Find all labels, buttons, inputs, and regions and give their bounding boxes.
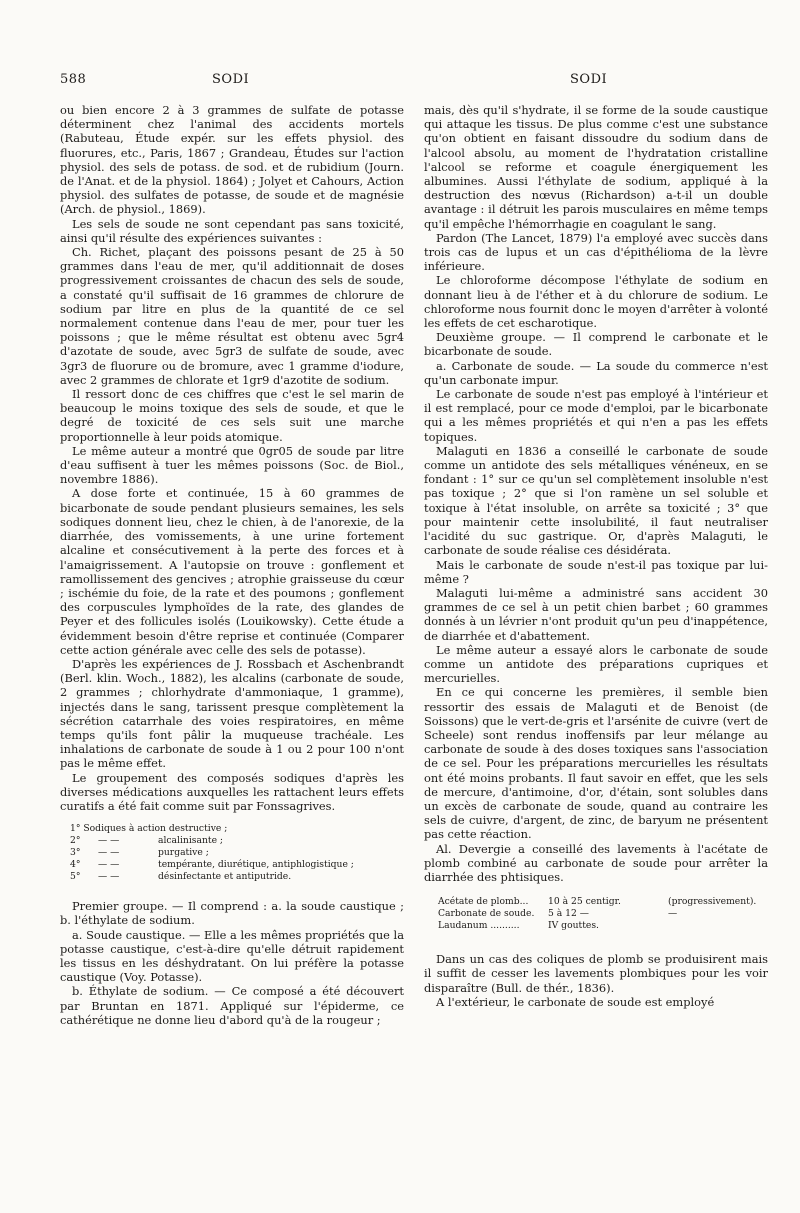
table-row <box>438 920 768 932</box>
list-item-ditto: — — <box>98 859 120 871</box>
running-head-left: SODI <box>212 72 250 87</box>
running-head-right: SODI <box>570 72 608 87</box>
table-cell: 5 à 12 — <box>548 908 589 920</box>
paragraph: b. Éthylate de sodium. — Ce composé a été découvert par Bruntan en 1871. Appliqué sur l'épiderme, ce cathérétique ne donne lieu d'abord qu'à de la rougeur ; <box>60 984 404 1027</box>
paragraph: D'après les expériences de J. Rossbach et Aschenbrandt (Berl. klin. Woch., 1882), les alcalins (carbonate de soude, 2 grammes ; chlorhydrate d'ammoniaque, 1 gramme), injectés dans le sang, tarissent presque complètement la sécrétion catarrhale des voies respiratoires, en même temps qu'ils font pâlir la muqueuse trachéale. Les inhalations de carbonate de soude à 1 ou 2 pour 100 n'ont pas le même effet. <box>60 656 404 771</box>
paragraph: Le même auteur a essayé alors le carbonate de soude comme un antidote des préparations cupriques et mercurielles. <box>424 642 768 686</box>
paragraph: Ch. Richet, plaçant des poissons pesant de 25 à 50 grammes dans l'eau de mer, qu'il additionnait de doses progressivement croissantes de chacun des sels de soude, a constaté qu'il suffisait de 16 grammes de chlorure de sodium par litre en plus de la quantité de ce sel normalement contenue dans l'eau de mer, pour tuer les poissons ; que le même résultat est obtenu avec 5gr4 d'azotate de soude, avec 5gr3 de sulfate de soude, avec 3gr3 de fluorure ou de bromure, avec 1 gramme d'iodure, avec 2 grammes de chlorate et 1gr9 d'azotite de sodium. <box>60 245 404 387</box>
paragraph: Malaguti lui-même a administré sans accident 30 grammes de ce sel à un petit chien barbet ; 60 grammes donnés à un lévrier n'ont produit qu'un peu d'inappétence, de diarrhée et d'abattement. <box>424 585 768 643</box>
paragraph: a. Carbonate de soude. — La soude du commerce n'est qu'un carbonate impur. <box>424 358 768 387</box>
table-cell: (progressivement). <box>668 896 757 908</box>
list-item <box>70 847 404 859</box>
paragraph: Les sels de soude ne sont cependant pas sans toxicité, ainsi qu'il résulte des expériences suivantes : <box>60 216 404 245</box>
paragraph: Mais le carbonate de soude n'est-il pas toxique par lui-même ? <box>424 557 768 586</box>
list-item-ditto: — — <box>98 835 120 847</box>
table-cell: 10 à 25 centigr. <box>548 896 621 908</box>
list-item-ditto: — — <box>98 847 120 859</box>
list-item-number: 3° <box>70 847 81 859</box>
list-item-number: 1° Sodiques à action destructive ; <box>70 823 228 835</box>
list-item-text: alcalinisante ; <box>158 835 224 847</box>
paragraph: Pardon (The Lancet, 1879) l'a employé avec succès dans trois cas de lupus et un cas d'épithélioma de la lèvre inférieure. <box>424 230 768 274</box>
paragraph: Premier groupe. — Il comprend : a. la soude caustique ; b. l'éthylate de sodium. <box>60 899 404 928</box>
paragraph: Il ressort donc de ces chiffres que c'est le sel marin de beaucoup le moins toxique des sels de soude, et que le degré de toxicité de ces sels suit une marche proportionnelle à leur poids atomique. <box>60 387 404 444</box>
list-item-ditto: — — <box>98 871 120 883</box>
paragraph: Le groupement des composés sodiques d'après les diverses médications auxquelles les rattachent leurs effets curatifs a été fait comme suit par Fonssagrives. <box>60 770 404 813</box>
list-item <box>70 871 404 883</box>
table-cell: IV gouttes. <box>548 920 599 932</box>
paragraph: Le chloroforme décompose l'éthylate de sodium en donnant lieu à de l'éther et à du chlorure de sodium. Le chloroforme nous fournit donc le moyen d'arrêter à volonté les effets de cet escharotique. <box>424 273 768 331</box>
list-item <box>70 823 404 835</box>
list-item-text: désinfectante et antiputride. <box>158 871 292 883</box>
paragraph: Malaguti en 1836 a conseillé le carbonate de soude comme un antidote des sels métalliques vénéneux, en se fondant : 1° sur ce qu'un sel complètement insoluble n'est pas toxique ; 2° que si l'on ramène un sel soluble et toxique à l'état insoluble, on arrête sa toxicité ; 3° que pour maintenir cette insolubilité, il faut neutraliser l'acidité du suc gastrique. Or, d'après Malaguti, le carbonate de soude réalise ces désidérata. <box>424 443 768 558</box>
table-row <box>438 896 768 908</box>
paragraph: mais, dès qu'il s'hydrate, il se forme de la soude caustique qui attaque les tissus. De plus comme c'est une substance qu'on obtient en faisant dissoudre du sodium dans de l'alcool absolu, au moment de l'hydratation cristalline l'alcool se reforme et coagule énergiquement les albumines. Aussi l'éthylate de sodium, appliqué à la destruction des nœvus (Richardson) a-t-il un double avantage : il détruit les parois musculaires en même temps qu'il empêche l'hémorrhagie en coagulant le sang. <box>424 103 768 231</box>
paragraph: Le carbonate de soude n'est pas employé à l'intérieur et il est remplacé, pour ce mode d'emploi, par le bicarbonate qui a les mêmes propriétés et qui n'en a pas les effets topiques. <box>424 387 768 444</box>
table-cell: — <box>668 908 678 920</box>
paragraph: Al. Devergie a conseillé des lavements à l'acétate de plomb combiné au carbonate de soude pour arrêter la diarrhée des phtisiques. <box>424 841 768 884</box>
paragraph: Le même auteur a montré que 0gr05 de soude par litre d'eau suffisent à tuer les mêmes poissons (Soc. de Biol., novembre 1886). <box>60 443 404 487</box>
list-item <box>70 835 404 847</box>
paragraph: A dose forte et continuée, 15 à 60 grammes de bicarbonate de soude pendant plusieurs semaines, les sels sodiques donnent lieu, chez le chien, à de l'anorexie, de la diarrhée, des vomissements, à une urine fortement alcaline et consécutivement à la perte des forces et à l'amaigrissement. A l'autopsie on trouve : gonflement et ramollissement des gencives ; atrophie graisseuse du cœur ; ischémie du foie, de la rate et des poumons ; gonflement des corpuscules lymphoïdes de la rate, des glandes de Peyer et des follicules isolés (Louikowsky). Cette étude a évidemment besoin d'être reprise et continuée (Comparer cette action générale avec celle des sels de potasse). <box>60 486 404 657</box>
page-number: 588 <box>60 72 87 87</box>
paragraph: ou bien encore 2 à 3 grammes de sulfate de potasse déterminent chez l'animal des accidents mortels (Rabuteau, Étude expér. sur les effets physiol. des fluorures, etc., Paris, 1867 ; Grandeau, Études sur l'action physiol. des sels de potass. de sod. et de rubidium (Journ. de l'Anat. et de la physiol. 1864) ; Jolyet et Cahours, Action physiol. des sulfates de potasse, de soude et de magnésie (Arch. de physiol., 1869). <box>60 103 404 217</box>
paragraph: Dans un cas des coliques de plomb se produisirent mais il suffit de cesser les lavements plombiques pour les voir disparaître (Bull. de thér., 1836). <box>424 952 768 995</box>
table-cell: Acétate de plomb... <box>438 896 529 908</box>
paragraph: a. Soude caustique. — Elle a les mêmes propriétés que la potasse caustique, c'est-à-dire qu'elle détruit rapidement les tissus en les déshydratant. On lui préfère la potasse caustique (Voy. Potasse). <box>60 927 404 985</box>
list-item <box>70 859 404 871</box>
list-item-number: 5° <box>70 871 81 883</box>
table-cell: Carbonate de soude. <box>438 908 535 920</box>
right-column <box>424 103 768 1009</box>
medication-list <box>70 823 404 883</box>
list-item-text: purgative ; <box>158 847 209 859</box>
formula-table <box>438 896 768 932</box>
list-item-number: 2° <box>70 835 81 847</box>
paragraph: A l'extérieur, le carbonate de soude est employé <box>436 994 715 1009</box>
table-cell: Laudanum .......... <box>438 920 520 932</box>
left-column <box>60 103 404 1027</box>
list-item-number: 4° <box>70 859 81 871</box>
table-row <box>438 908 768 920</box>
list-item-text: tempérante, diurétique, antiphlogistique ; <box>158 859 354 871</box>
paragraph: En ce qui concerne les premières, il semble bien ressortir des essais de Malaguti et de Benoist (de Soissons) que le vert-de-gris et l'arsénite de cuivre (vert de Scheele) sont rendus inoffensifs par leur mélange au carbonate de soude à des doses toxiques sans l'association de ce sel. Pour les préparations mercurielles les résultats ont été moins probants. Il faut savoir en effet, que les sels de mercure, d'antimoine, d'or, d'étain, sont solubles dans un excès de carbonate de soude, quand au contraire les sels de cuivre, d'argent, de zinc, de baryum ne présentent pas cette réaction. <box>424 685 768 842</box>
paragraph: Deuxième groupe. — Il comprend le carbonate et le bicarbonate de soude. <box>424 330 768 359</box>
